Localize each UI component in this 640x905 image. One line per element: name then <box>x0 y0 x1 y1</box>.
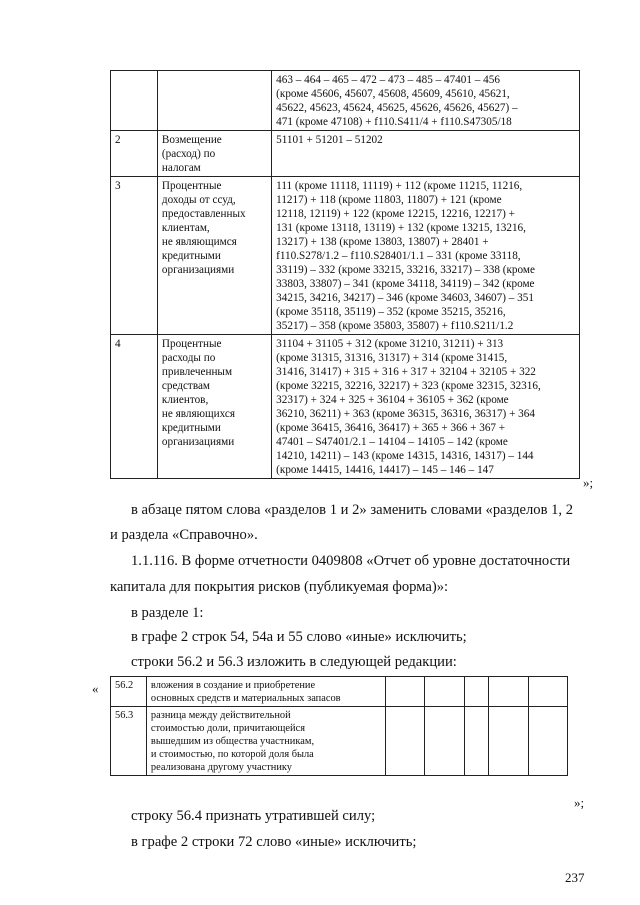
formula-cell <box>272 131 580 177</box>
row-description <box>146 677 385 707</box>
table-row <box>111 707 568 776</box>
table2-closing-quote: »; <box>574 795 585 810</box>
empty-cell <box>386 677 425 707</box>
formula-line: (кроме 14415, 14416, 14417) – 145 – 146 – 147 <box>276 464 494 476</box>
empty-cell <box>425 707 464 776</box>
formula-line: 31104 + 31105 + 312 (кроме 31210, 31211) + 313 <box>276 338 504 350</box>
formula-cell <box>272 71 580 131</box>
indicator-name-line: организациями <box>161 264 235 276</box>
row-code: 56.3 <box>111 707 147 776</box>
indicator-name-line: кредитными <box>161 422 221 434</box>
table-row <box>111 177 580 335</box>
indicator-name-line: Возмещение <box>161 134 222 146</box>
indicator-name-line: организациями <box>161 436 235 448</box>
indicator-name-line: предоставленных <box>161 208 246 220</box>
indicator-name-line: средствам <box>161 380 210 392</box>
row-number: 3 <box>111 177 158 335</box>
empty-cell <box>489 707 528 776</box>
table-row <box>111 131 580 177</box>
empty-cell <box>386 707 425 776</box>
row-description-line: вложения в создание и приобретение <box>150 680 316 691</box>
formula-line: 51101 + 51201 – 51202 <box>276 134 383 146</box>
formula-line: 471 (кроме 47108) + f110.S411/4 + f110.S47305/18 <box>276 116 512 128</box>
formula-line: 33803, 33807) – 341 (кроме 34118, 34119) – 342 (кроме <box>276 278 535 290</box>
indicator-name-line: (расход) по <box>161 148 216 160</box>
page-number: 237 <box>565 870 585 885</box>
formula-line: 111 (кроме 11118, 11119) + 112 (кроме 11215, 11216, <box>276 180 523 192</box>
indicator-name-line: клиентов, <box>161 394 209 406</box>
row-description-line: разница между действительной <box>150 710 291 721</box>
paragraph-4: капитала для покрытия рисков (публикуемая форма)»: <box>110 579 449 595</box>
paragraph-7: строки 56.2 и 56.3 изложить в следующей редакции: <box>131 654 457 670</box>
formula-line: 34215, 34216, 34217) – 346 (кроме 34603, 34607) – 351 <box>276 292 534 304</box>
formula-line: (кроме 45606, 45607, 45608, 45609, 45610, 45621, <box>276 88 510 100</box>
indicator-name-line: привлеченным <box>161 366 233 378</box>
row-number <box>111 71 158 131</box>
paragraph-after-2: в графе 2 строки 72 слово «иные» исключить; <box>131 834 417 850</box>
row-description-line: стоимостью доли, причитающейся <box>150 723 305 734</box>
formula-table <box>110 70 580 479</box>
indicator-name <box>157 71 271 131</box>
paragraph-1: в абзаце пятом слова «разделов 1 и 2» заменить словами «разделов 1, 2 <box>131 502 574 518</box>
indicator-name-line: Процентные <box>161 180 222 192</box>
empty-cell <box>464 677 488 707</box>
empty-cell <box>528 707 567 776</box>
empty-cell <box>425 677 464 707</box>
formula-line: 36210, 36211) + 363 (кроме 36315, 36316, 36317) + 364 <box>276 408 535 420</box>
row-description-line: реализована другому участнику <box>150 762 293 773</box>
formula-line: (кроме 32215, 32216, 32217) + 323 (кроме 32315, 32316, <box>276 380 541 392</box>
indicator-name-line: не являющихся <box>161 408 235 420</box>
formula-line: 47401 – S47401/2.1 – 14104 – 14105 – 142 (кроме <box>276 436 508 448</box>
formula-line: (кроме 36415, 36416, 36417) + 365 + 366 + 367 + <box>276 422 506 434</box>
formula-line: 33119) – 332 (кроме 33215, 33216, 33217) – 338 (кроме <box>276 264 535 276</box>
formula-line: 11217) + 118 (кроме 11803, 11807) + 121 (кроме <box>276 194 502 206</box>
row-description <box>146 707 385 776</box>
row-description-line: вышедшим из общества участникам, <box>150 736 315 747</box>
formula-line: (кроме 31315, 31316, 31317) + 314 (кроме 31415, <box>276 352 508 364</box>
empty-cell <box>489 677 528 707</box>
indicator-name-line: клиентам, <box>161 222 210 234</box>
table2-opening-quote: « <box>92 681 99 696</box>
formula-line: f110.S278/1.2 – f110.S28401/1.1 – 331 (кроме 33118, <box>276 250 521 262</box>
indicator-name <box>157 177 271 335</box>
formula-line: 12118, 12119) + 122 (кроме 12215, 12216, 12217) + <box>276 208 515 220</box>
indicator-name <box>157 131 271 177</box>
formula-line: (кроме 35118, 35119) – 352 (кроме 35215, 35216, <box>276 306 506 318</box>
indicator-name-line: не являющимся <box>161 236 237 248</box>
indicator-name-line: расходы по <box>161 352 216 364</box>
formula-line: 45622, 45623, 45624, 45625, 45626, 45626, 45627) – <box>276 102 518 114</box>
paragraph-2: и раздела «Справочно». <box>110 527 258 543</box>
formula-line: 463 – 464 – 465 – 472 – 473 – 485 – 47401 – 456 <box>276 74 500 86</box>
formula-line: 31416, 31417) + 315 + 316 + 317 + 32104 + 32105 + 322 <box>276 366 536 378</box>
indicator-name-line: доходы от ссуд, <box>161 194 236 206</box>
row-number: 2 <box>111 131 158 177</box>
formula-line: 14210, 14211) – 143 (кроме 14315, 14316, 14317) – 144 <box>276 450 534 462</box>
indicator-name-line: Процентные <box>161 338 222 350</box>
row-description-line: основных средств и материальных запасов <box>150 693 341 704</box>
paragraph-after-1: строку 56.4 признать утратившей силу; <box>131 808 376 824</box>
paragraph-6: в графе 2 строк 54, 54а и 55 слово «иные» исключить; <box>131 629 467 645</box>
indicator-name-line: налогам <box>161 162 201 174</box>
formula-cell <box>272 335 580 479</box>
empty-cell <box>464 707 488 776</box>
row-code: 56.2 <box>111 677 147 707</box>
empty-cell <box>528 677 567 707</box>
row-number: 4 <box>111 335 158 479</box>
formula-cell <box>272 177 580 335</box>
indicator-name <box>157 335 271 479</box>
table-row <box>111 71 580 131</box>
paragraph-5: в разделе 1: <box>131 605 204 621</box>
indicator-name-line: кредитными <box>161 250 221 262</box>
formula-line: 13217) + 138 (кроме 13803, 13807) + 28401 + <box>276 236 489 248</box>
paragraph-3: 1.1.116. В форме отчетности 0409808 «Отчет об уровне достаточности <box>131 553 571 569</box>
formula-line: 131 (кроме 13118, 13119) + 132 (кроме 13215, 13216, <box>276 222 526 234</box>
table-row <box>111 677 568 707</box>
table-row <box>111 335 580 479</box>
formula-line: 35217) – 358 (кроме 35803, 35807) + f110.S211/1.2 <box>276 320 514 332</box>
row-description-line: и стоимостью, по которой доля была <box>150 749 314 760</box>
rows-table <box>110 676 568 776</box>
table1-closing-quote: »; <box>583 475 594 490</box>
formula-line: 32317) + 324 + 325 + 36104 + 36105 + 362 (кроме <box>276 394 509 406</box>
